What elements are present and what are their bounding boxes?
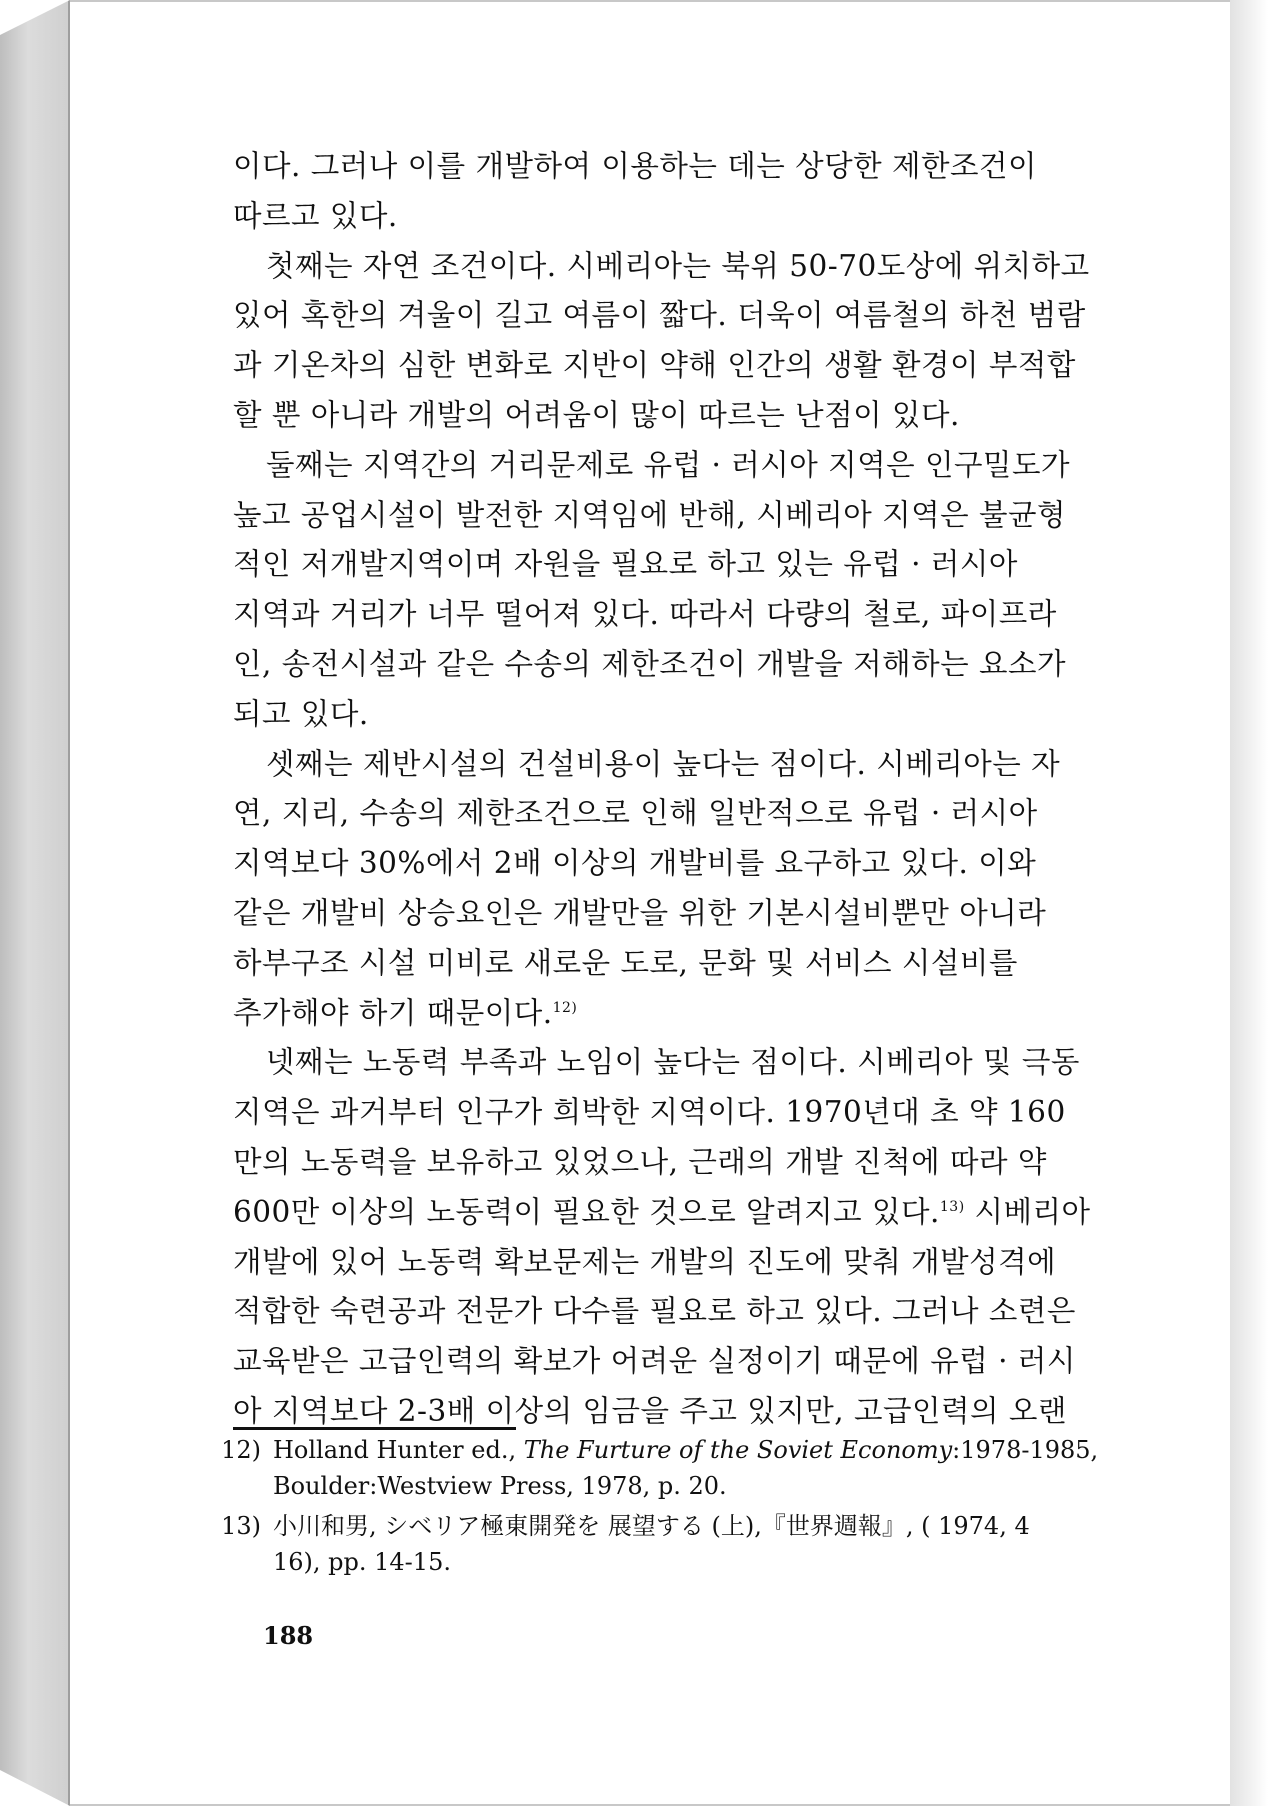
text-line-with-ref [233, 989, 1093, 1039]
text-line: 이다. 그러나 이를 개발하여 이용하는 데는 상당한 제한조건이 [233, 149, 1037, 183]
text-line: 지역보다 30%에서 2배 이상의 개발비를 요구하고 있다. 이와 [233, 846, 1037, 881]
footnote-line [273, 1432, 1103, 1468]
text-line: 적합한 숙련공과 전문가 다수를 필요로 하고 있다. 그러나 소련은 [233, 1294, 1076, 1329]
text-line: 셋째는 제반시설의 건설비용이 높다는 점이다. 시베리아는 자 [266, 746, 1061, 781]
text-line: 하부구조 시설 미비로 새로운 도로, 문화 및 서비스 시설비를 [233, 945, 1018, 980]
footnotes [221, 1432, 1103, 1584]
text-line: 연, 지리, 수송의 제한조건으로 인해 일반적으로 유럽 · 러시아 [233, 796, 1038, 831]
text-line: 적인 저개발지역이며 자원을 필요로 하고 있는 유럽 · 러시아 [233, 547, 1018, 582]
text-line: 따르고 있다. [233, 198, 398, 233]
page-edge-shadow [1230, 0, 1268, 1806]
footnote-line: 16), pp. 14-15. [273, 1548, 451, 1576]
text-line: 아 지역보다 2-3배 이상의 임금을 주고 있지만, 고급인력의 오랜 [233, 1393, 1067, 1428]
footnote-13 [221, 1508, 1103, 1580]
paragraph [233, 242, 1093, 441]
text-line: 교육받은 고급인력의 확보가 어려운 실정이기 때문에 유럽 · 러시 [233, 1344, 1076, 1379]
footnote-number: 12) [221, 1436, 261, 1464]
text-line: 지역과 거리가 너무 떨어져 있다. 따라서 다량의 철로, 파이프라 [233, 597, 1057, 632]
text-line: 첫째는 자연 조건이다. 시베리아는 북위 50-70도상에 위치하고 [266, 248, 1090, 283]
text-line: 인, 송전시설과 같은 수송의 제한조건이 개발을 저해하는 요소가 [233, 646, 1066, 681]
text-line: 추가해야 하기 때문이다. [233, 995, 553, 1030]
book-spine-edge [0, 0, 70, 1806]
text-line: 할 뿐 아니라 개발의 어려움이 많이 따르는 난점이 있다. [233, 397, 960, 432]
footnote-line: Boulder:Westview Press, 1978, p. 20. [273, 1472, 727, 1500]
text-line: 과 기온차의 심한 변화로 지반이 약해 인간의 생활 환경이 부적합 [233, 348, 1076, 383]
footnote-years: :1978-1985, [952, 1436, 1099, 1464]
page-number: 188 [263, 1621, 314, 1650]
text-line-with-ref [233, 1188, 1093, 1238]
text-line: 지역은 과거부터 인구가 희박한 지역이다. 1970년대 초 약 160 [233, 1095, 1066, 1130]
footnote-author: Holland Hunter ed., [273, 1436, 517, 1464]
paragraph [233, 740, 1093, 1039]
body-text [233, 142, 1093, 1437]
footnote-12 [221, 1432, 1103, 1504]
text-line: 만의 노동력을 보유하고 있었으나, 근래의 개발 진척에 따라 약 [233, 1144, 1047, 1179]
text-line: 되고 있다. [233, 696, 369, 731]
text-line: 둘째는 지역간의 거리문제로 유럽 · 러시아 지역은 인구밀도가 [266, 447, 1070, 482]
paragraph [233, 142, 1093, 242]
text-line: 있어 혹한의 겨울이 길고 여름이 짧다. 더욱이 여름철의 하천 범람 [233, 298, 1086, 333]
footnote-number: 13) [221, 1512, 261, 1540]
text-line: 개발에 있어 노동력 확보문제는 개발의 진도에 맞춰 개발성격에 [233, 1244, 1057, 1279]
text-line: 같은 개발비 상승요인은 개발만을 위한 기본시설비뿐만 아니라 [233, 895, 1047, 930]
paragraph [233, 1038, 1093, 1436]
footnote-title: The Furture of the Soviet Economy [523, 1436, 953, 1464]
text-line: 높고 공업시설이 발전한 지역임에 반해, 시베리아 지역은 불균형 [233, 497, 1066, 532]
text-line: 넷째는 노동력 부족과 노임이 높다는 점이다. 시베리아 및 극동 [266, 1045, 1080, 1080]
footnote-divider [233, 1427, 516, 1430]
footnote-ref-13[interactable]: 13) [939, 1198, 965, 1215]
footnote-ref-12[interactable]: 12) [552, 999, 578, 1016]
paragraph [233, 441, 1093, 740]
text-line-continuation: 시베리아 [964, 1194, 1091, 1229]
text-line: 600만 이상의 노동력이 필요한 것으로 알려지고 있다. [233, 1194, 940, 1229]
footnote-line: 小川和男, シベリア極東開発を 展望する (上),『世界週報』, ( 1974, 4 [273, 1512, 1030, 1540]
